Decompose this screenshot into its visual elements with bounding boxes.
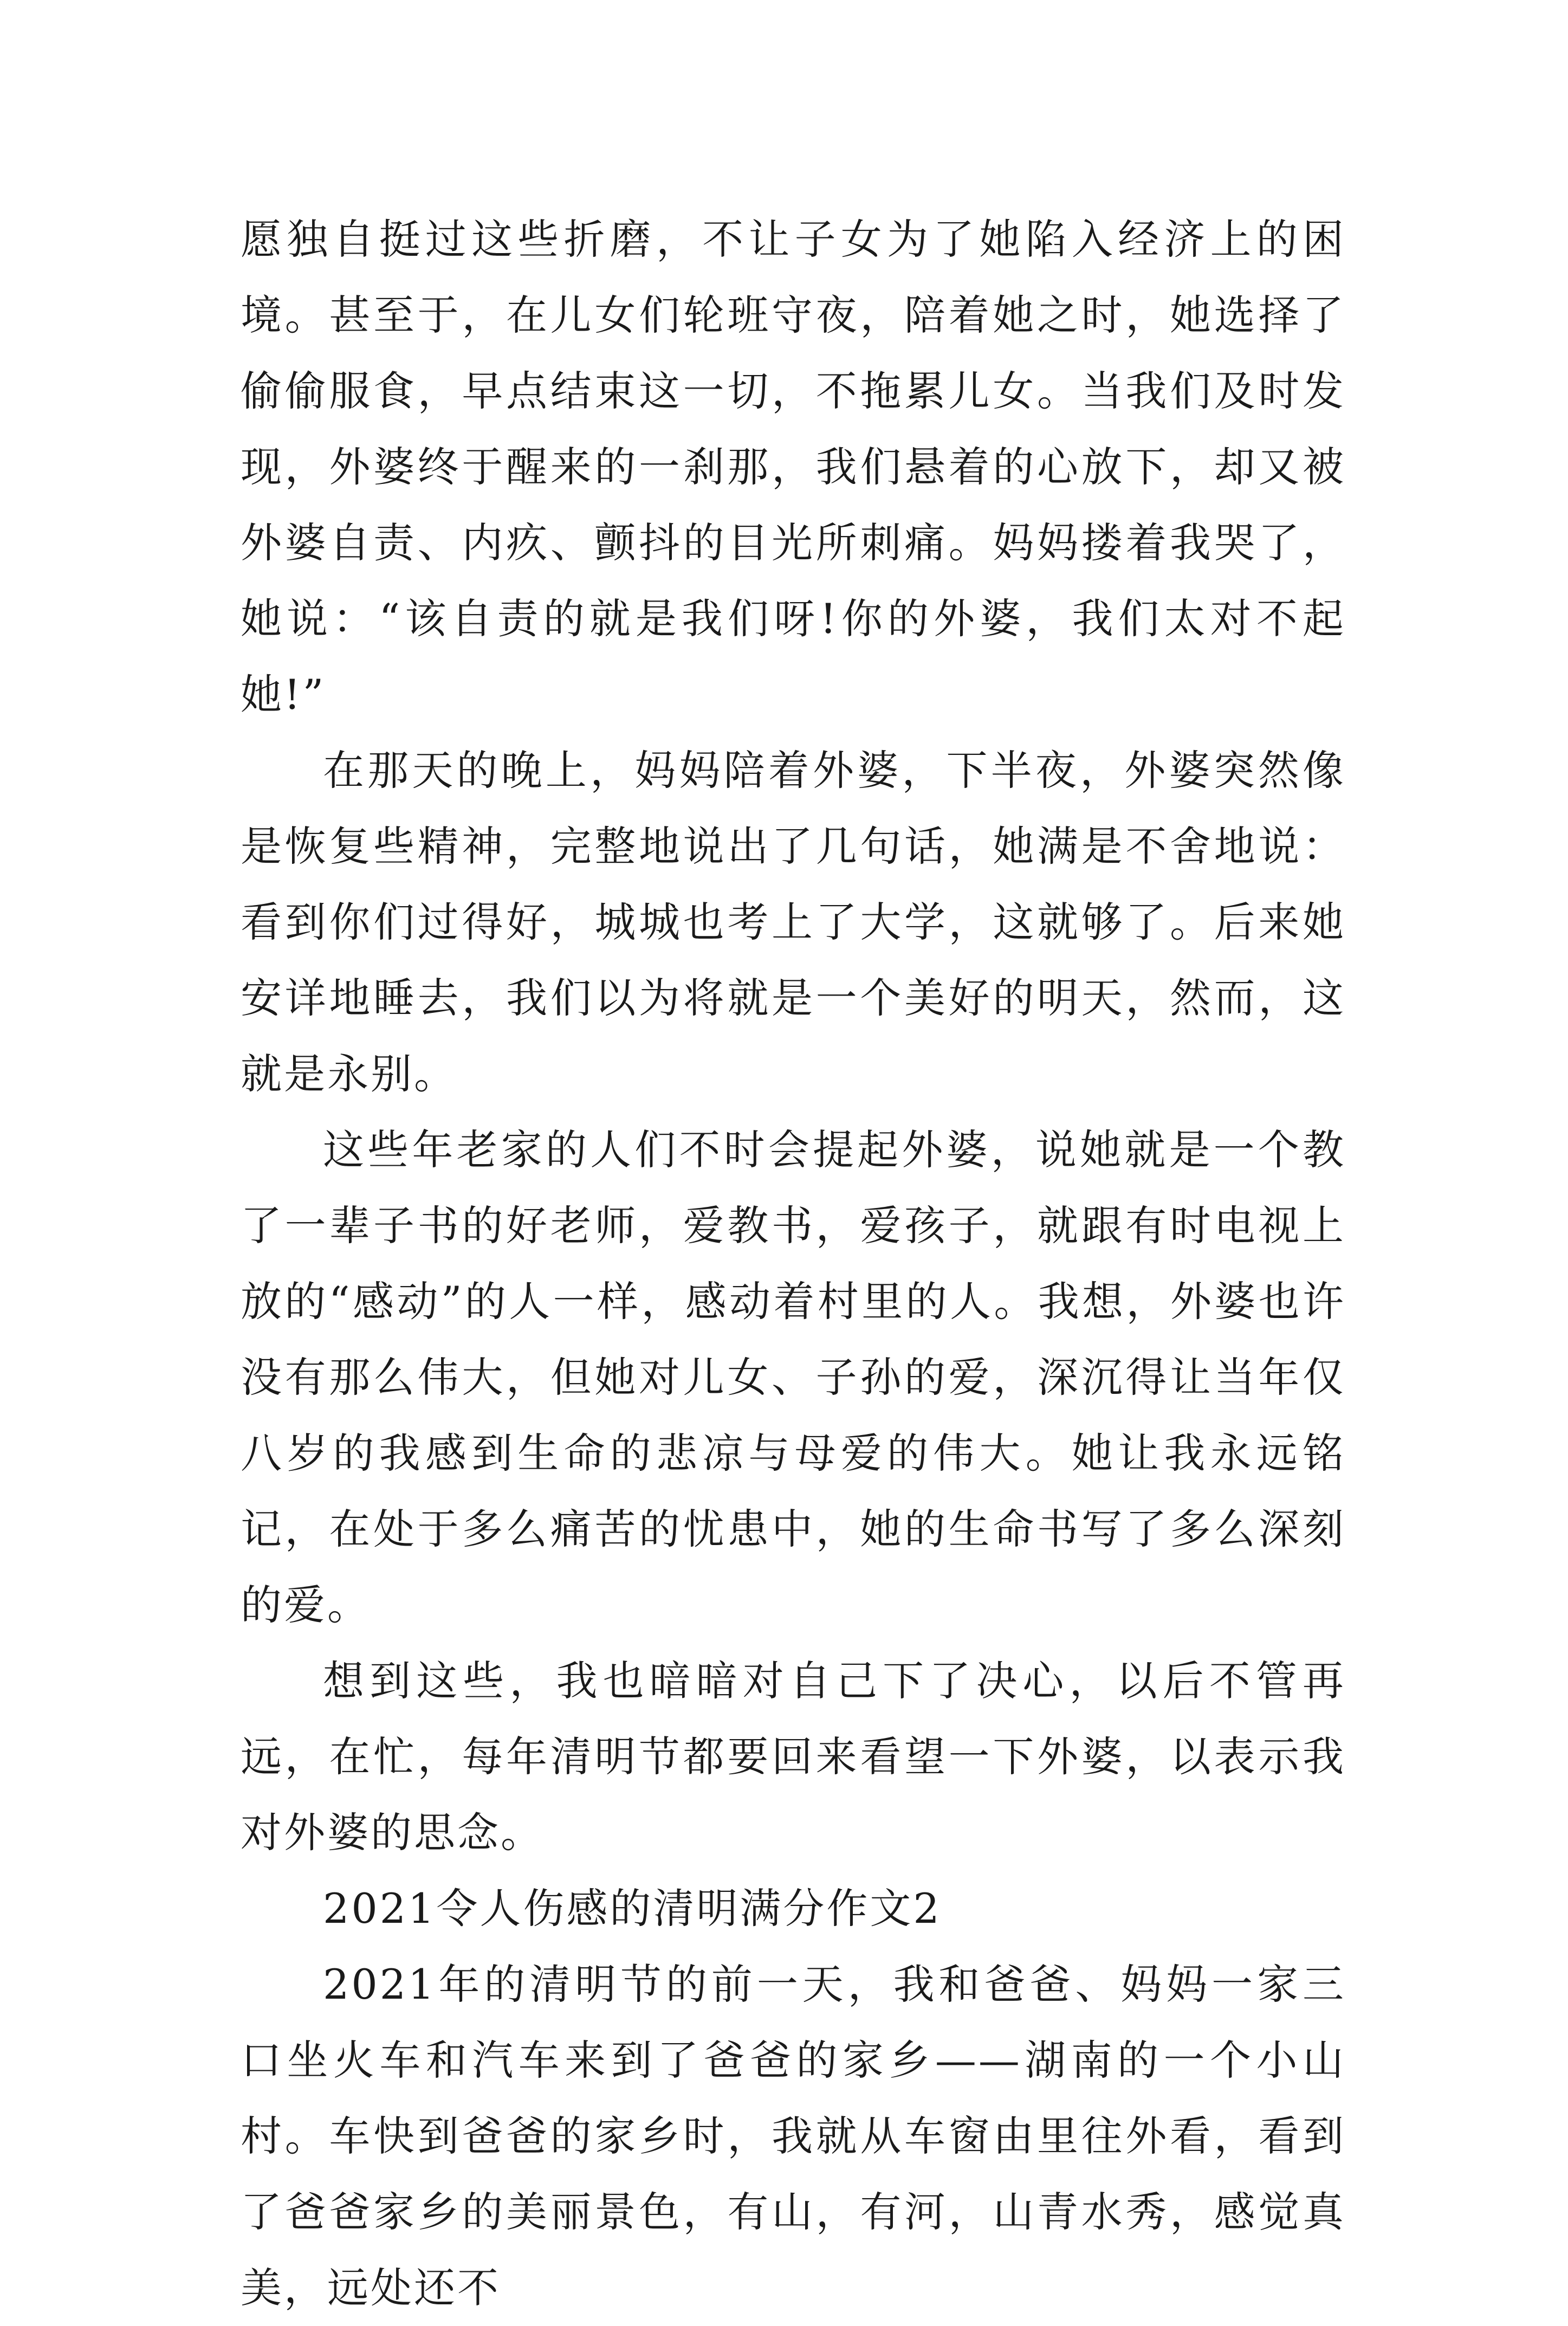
paragraph-resolution: 想到这些，我也暗暗对自己下了决心，以后不管再远，在忙，每年清明节都要回来看望一下外婆，以表示我对外婆的思念。: [241, 1657, 1346, 1857]
document-body: [241, 202, 1346, 2326]
essay-title-2: 2021令人伤感的清明满分作文2: [323, 1884, 942, 1933]
paragraph-last-night: 在那天的晚上，妈妈陪着外婆，下半夜，外婆突然像是恢复些精神，完整地说出了几句话，她满是不舍地说：看到你们过得好，城城也考上了大学，这就够了。后来她安详地睡去，我们以为将就是一个美好的明天，然而，这就是永别。: [241, 746, 1346, 1098]
paragraph-continuation: 愿独自挺过这些折磨，不让子女为了她陷入经济上的困境。甚至于，在儿女们轮班守夜，陪着她之时，她选择了偷偷服食，早点结束这一切，不拖累儿女。当我们及时发现，外婆终于醒来的一刹那，我们悬着的心放下，却又被外婆自责、内疚、颤抖的目光所刺痛。妈妈搂着我哭了，她说：“该自责的就是我们呀!你的外婆，我们太对不起她!”: [241, 215, 1346, 719]
paragraph-essay2-opening: 2021年的清明节的前一天，我和爸爸、妈妈一家三口坐火车和汽车来到了爸爸的家乡——湖南的一个小山村。车快到爸爸的家乡时，我就从车窗由里往外看，看到了爸爸家乡的美丽景色，有山，有河，山青水秀，感觉真美，远处还不: [241, 1960, 1346, 2312]
paragraph-village-memory: 这些年老家的人们不时会提起外婆，说她就是一个教了一辈子书的好老师，爱教书，爱孩子，就跟有时电视上放的“感动”的人一样，感动着村里的人。我想，外婆也许没有那么伟大，但她对儿女、子孙的爱，深沉得让当年仅八岁的我感到生命的悲凉与母爱的伟大。她让我永远铭记，在处于多么痛苦的忧患中，她的生命书写了多么深刻的爱。: [241, 1126, 1346, 1629]
